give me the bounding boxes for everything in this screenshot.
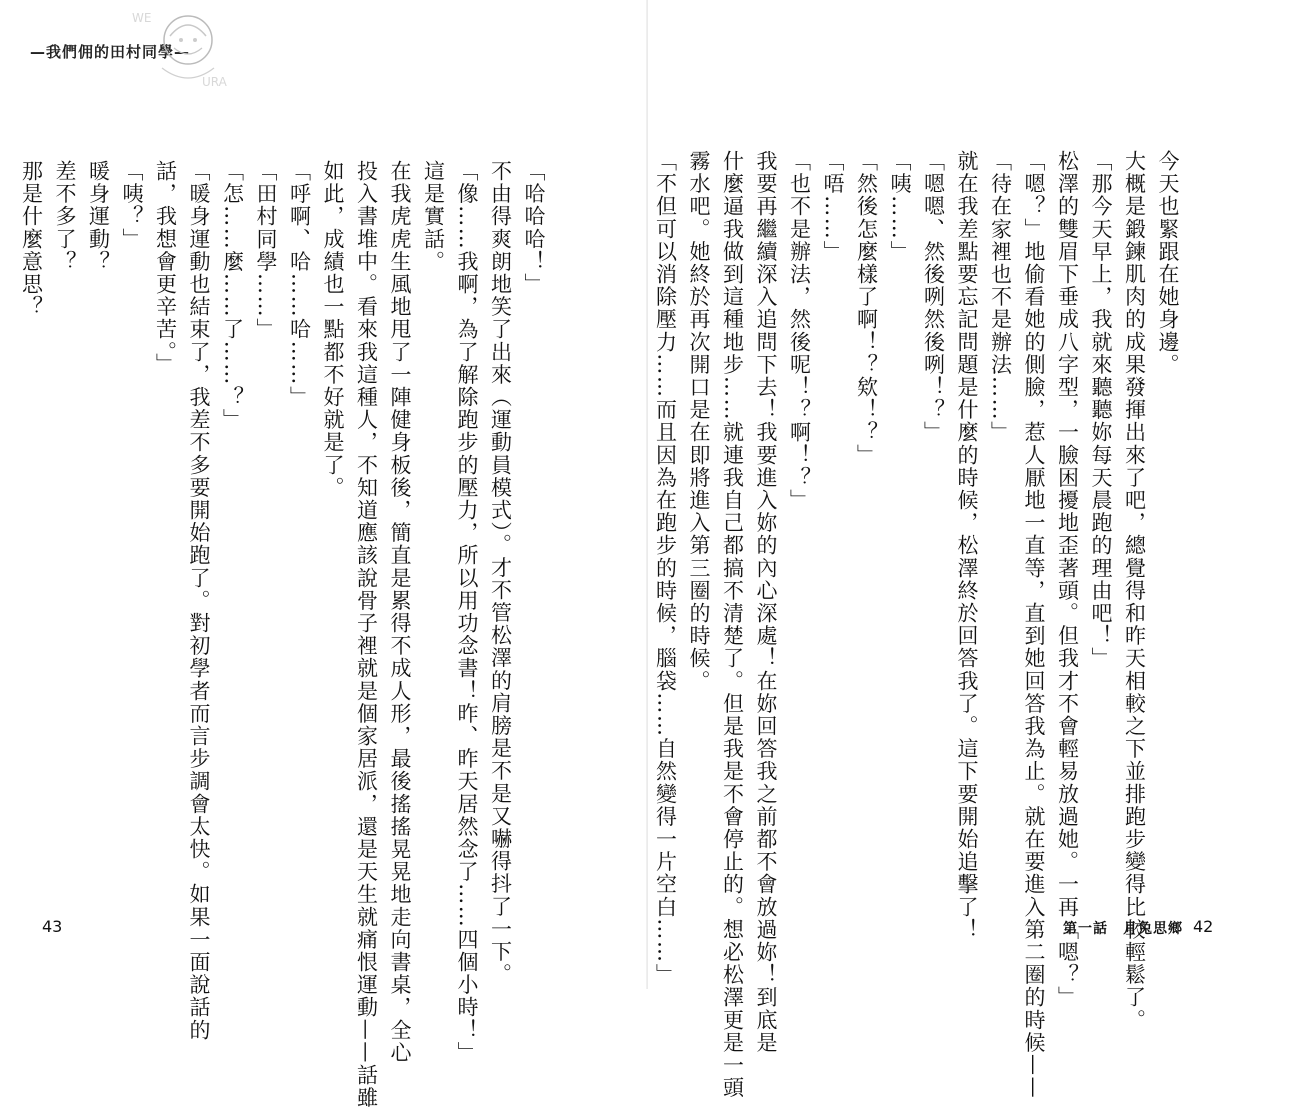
text-line: 不由得爽朗地笑了出來（運動員模式）。才不管松澤的肩膀是不是又嚇得抖了一下。 [488,160,513,986]
text-line: 今天也緊跟在她身邊。 [1156,150,1180,376]
text-line: 「哈哈哈！」 [522,160,546,296]
text-line: 就在我差點要忘記問題是什麼的時候，松澤終於回答我了。這下要開始追擊了！ [955,150,979,941]
text-line: 暖身運動？ [86,160,111,273]
text-line: 「嗯？」地偷看她的側臉，惹人厭地一直等，直到她回答我為止。就在要進入第二圈的時候—— [1022,150,1046,1100]
running-title: —我們佣的田村同學— [30,43,191,61]
text-line: 霧水吧。她終於再次開口是在即將進入第三圈的時候。 [687,150,711,693]
text-line: 什麼逼我做到這種地步……就連我自己都搞不清楚了。但是我是不會停止的。想必松澤更是一頭 [720,150,745,1100]
text-line: 「然後怎麼樣了啊！？欸！？」 [854,150,879,467]
text-line: 「呼啊、哈……哈……」 [287,160,312,409]
text-line: 大概是鍛鍊肌肉的成果發揮出來了吧，總覺得和昨天相較之下並排跑步變得比較輕鬆了。 [1122,150,1147,1032]
text-line: 「嗯嗯、然後咧然後咧！？」 [921,150,946,444]
text-line: 「不但可以消除壓力……而且因為在跑步的時候，腦袋……自然變得一片空白……」 [653,150,678,987]
text-line: 如此，成績也一點都不好就是了。 [321,160,345,499]
text-line: 那是什麼意思？ [19,160,44,319]
text-line: 差不多了？ [53,160,77,273]
text-line: 話，我想會更辛苦。」 [153,160,178,376]
chapter-label: 第一話 月兔思鄉 [1063,921,1183,937]
svg-text:WE: WE [132,11,152,25]
text-line: 「像……我啊，為了解除跑步的壓力，所以用功念書！昨、昨天居然念了……四個小時！」 [455,160,479,1064]
text-line: 我要再繼續深入追問下去！我要進入妳的內心深處！在妳回答我之前都不會放過妳！到底是 [754,150,778,1054]
text-line: 「暖身運動也結束了，我差不多要開始跑了。對初學者而言步調會太快。如果一面說話的 [187,160,211,1042]
page-number-left: 43 [42,917,63,936]
text-line: 「田村同學……」 [254,160,278,341]
text-line: 投入書堆中。看來我這種人，不知道應該說骨子裡就是個家居派，還是天生就痛恨運動——話雖 [354,160,379,1109]
text-line: 「怎……麼……了……？」 [220,160,245,432]
text-line: 這是實話。 [421,160,446,273]
header-illustration [132,8,235,92]
text-line: 「那今天早上，我就來聽聽妳每天晨跑的理由吧！」 [1089,150,1113,670]
right-page [648,0,1296,1100]
text-line: 「咦？」 [120,160,144,251]
page-number-right: 42 [1193,917,1214,936]
text-line: 松澤的雙眉下垂成八字型，一臉困擾地歪著頭。但我才不會輕易放過她。一再「嗯？」 [1055,150,1080,1009]
text-line: 「待在家裡也不是辦法……」 [988,150,1013,444]
svg-text:URA: URA [202,75,227,89]
text-line: 「也不是辦法，然後呢！？啊！？」 [787,150,812,512]
text-line: 「唔……」 [821,150,845,263]
text-line: 「咦……」 [888,150,912,263]
text-line: 在我虎虎生風地甩了一陣健身板後，簡直是累得不成人形，最後搖搖晃晃地走向書桌，全心 [388,160,412,1064]
